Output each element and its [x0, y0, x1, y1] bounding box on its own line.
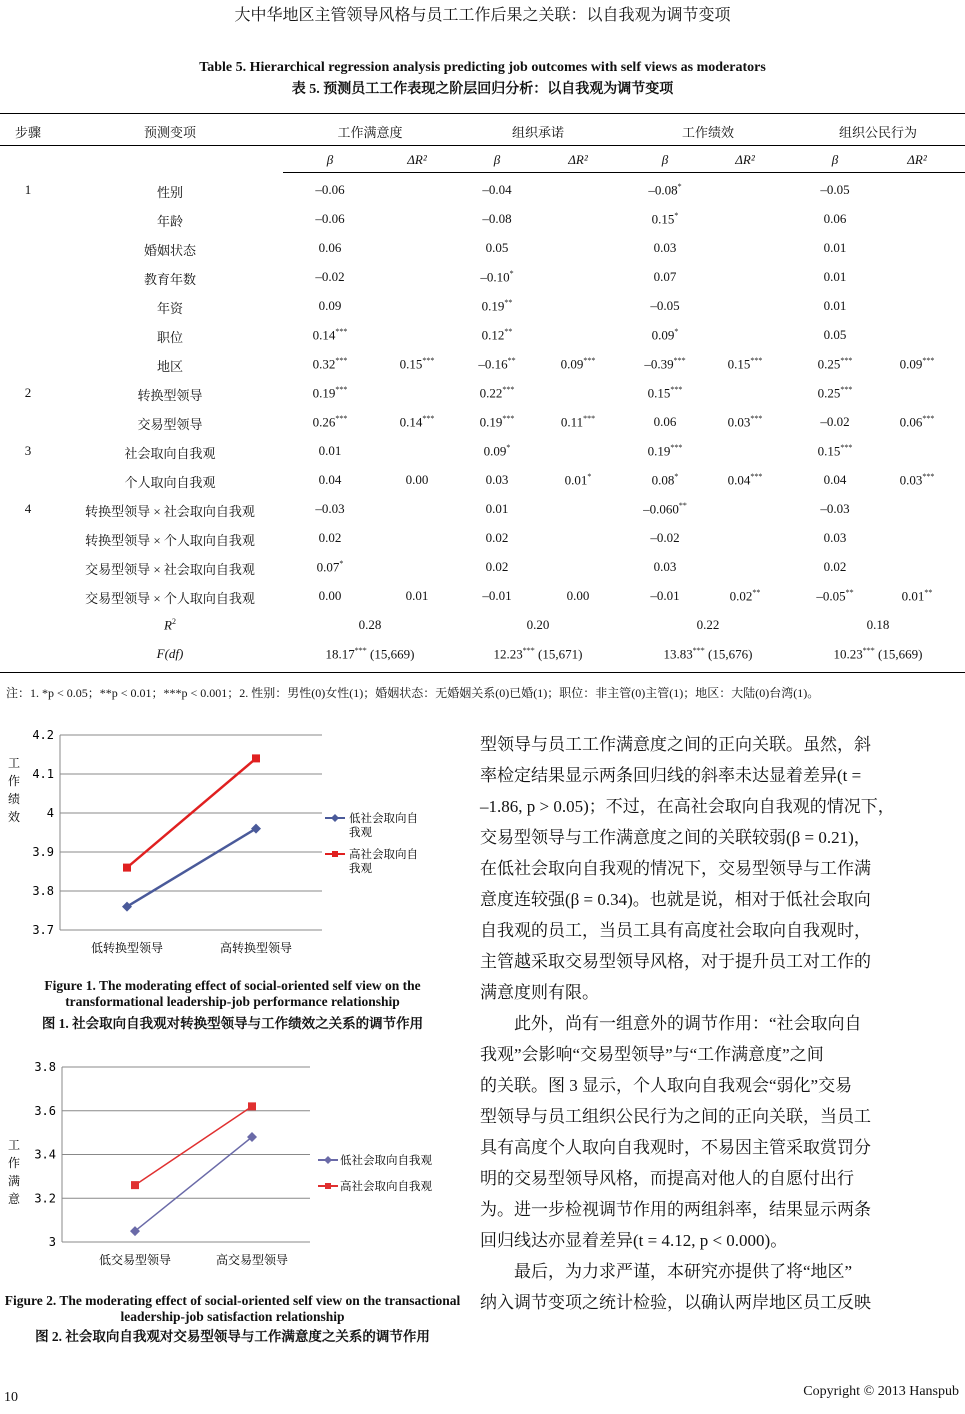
table-cell: 0.19**: [481, 298, 513, 314]
series-line: [127, 829, 256, 907]
body-line: 型领导与员工工作满意度之间的正向关联。虽然，斜: [480, 735, 871, 754]
table-cell: 0.01: [823, 240, 847, 255]
table-cell: –0.01: [650, 588, 680, 603]
step-number: 1: [24, 182, 32, 197]
table-cell: 0.01: [823, 298, 847, 313]
table-header: 组织公民行为: [838, 125, 918, 140]
table-bottom-rule: [0, 672, 965, 673]
table-cell: 0.09***: [560, 356, 596, 372]
table-cell: 0.00: [318, 588, 342, 603]
r2-value: 0.22: [696, 617, 720, 632]
table-note: 注：1. *p < 0.05；**p < 0.01；***p < 0.001；2. 性别：男性(0)女性(1)；婚姻状态：无婚姻关系(0)已婚(1)；职位：非主管(0)主管(1)；地区：大陆(0)台湾(1)。: [6, 686, 820, 700]
predictor-name: 年资: [156, 301, 184, 316]
table-cell: –0.08: [482, 211, 512, 226]
table-cell: 0.03: [823, 530, 847, 545]
table-cell: –0.02: [315, 269, 345, 284]
table-cell: 0.15***: [817, 443, 853, 459]
predictor-name: 地区: [156, 359, 184, 374]
predictor-name: 婚姻状态: [143, 243, 197, 258]
figure-1-chart: [0, 722, 470, 972]
body-line: 满意度则有限。: [480, 983, 599, 1002]
table-cell: –0.060**: [643, 501, 687, 517]
table-cell: –0.02: [820, 414, 850, 429]
table-subheader: β: [831, 152, 839, 167]
r2-label: $R^2$: [164, 617, 176, 633]
table-cell: 0.05: [485, 240, 509, 255]
table-cell: 0.15***: [727, 356, 763, 372]
figure-2-chart: [0, 1052, 470, 1287]
table-subheader: ΔR²: [907, 152, 927, 167]
table-cell: 0.03: [653, 559, 677, 574]
r2-value: 0.20: [526, 617, 550, 632]
table-cell: 0.15***: [399, 356, 435, 372]
y-tick-label: 3.6: [34, 1103, 56, 1118]
series-line: [135, 1137, 252, 1231]
predictor-name: 社会取向自我观: [124, 446, 216, 461]
table-cell: –0.05: [820, 182, 850, 197]
table-caption-en: Table 5. Hierarchical regression analysis predicting job outcomes with self views as moderators: [199, 60, 766, 75]
table-subheader: β: [661, 152, 669, 167]
figure-1-caption-zh: 图 1. 社会取向自我观对转换型领导与工作绩效之关系的调节作用: [41, 1016, 424, 1031]
body-line: 的关联。图 3 显示，个人取向自我观会“弱化”交易: [480, 1076, 853, 1095]
table-cell: 0.25***: [817, 385, 853, 401]
table-cell: 0.19***: [312, 385, 348, 401]
r2-value: 0.28: [358, 617, 382, 632]
body-line: 率检定结果显示两条回归线的斜率未达显着差异(t =: [480, 766, 862, 785]
page-number: 10: [4, 1390, 18, 1405]
y-tick-label: 3: [48, 1235, 56, 1249]
table-cell: 0.06: [318, 240, 342, 255]
table-cell: 0.01: [823, 269, 847, 284]
table-cell: 0.19***: [479, 414, 515, 430]
body-line: 自我观的员工，当员工具有高度社会取向自我观时，: [480, 921, 871, 940]
y-axis-label: 工: [7, 1138, 21, 1152]
table-cell: 0.04: [318, 472, 342, 487]
predictor-name: 转换型领导: [137, 388, 203, 403]
table-cell: 0.09***: [899, 356, 935, 372]
table-cell: –0.06: [315, 182, 345, 197]
table-cell: 0.08*: [651, 472, 679, 488]
table-sub-rule: [283, 172, 965, 173]
body-line: 型领导与员工组织公民行为之间的正向关联，当员工: [480, 1107, 871, 1126]
y-tick-label: 3.8: [32, 884, 54, 898]
table-header: 工作满意度: [337, 125, 403, 140]
y-tick-label: 3.9: [32, 845, 54, 859]
body-line: 意度连较强(β = 0.34)。也就是说，相对于低社会取向: [480, 890, 871, 909]
table-cell: –0.39***: [644, 356, 686, 372]
body-line: 主管越采取交易型领导风格，对于提升员工对工作的: [480, 952, 871, 971]
y-tick-label: 3.2: [34, 1191, 56, 1206]
table-cell: 0.04: [823, 472, 847, 487]
table-cell: –0.10*: [480, 269, 514, 285]
table-cell: –0.02: [650, 530, 680, 545]
body-line: –1.86, p > 0.05)；不过，在高社会取向自我观的情况下，: [480, 797, 895, 816]
table-subheader: β: [493, 152, 501, 167]
table-cell: 0.09*: [651, 327, 679, 343]
table-cell: 0.04***: [727, 472, 763, 488]
legend-label: 我观: [349, 861, 372, 875]
predictor-name: 年龄: [156, 214, 184, 229]
table-cell: 0.11***: [560, 414, 596, 430]
body-text: [480, 729, 895, 1318]
f-value: 10.23*** (15,669): [833, 646, 923, 662]
body-line: 交易型领导与工作满意度之间的关联较弱(β = 0.21)，: [480, 828, 871, 847]
y-axis-label: 意: [7, 1192, 21, 1206]
step-number: 3: [24, 443, 32, 458]
legend-label: 低社会取向自我观: [340, 1153, 432, 1167]
legend-label: 我观: [349, 825, 372, 839]
y-tick-label: 3.8: [34, 1060, 56, 1074]
predictor-name: 个人取向自我观: [124, 475, 216, 490]
table-cell: 0.01*: [564, 472, 592, 488]
table-cell: 0.01**: [901, 588, 933, 604]
f-value: 12.23*** (15,671): [493, 646, 583, 662]
body-line: 最后，为力求严谨，本研究亦提供了将“地区”: [480, 1262, 853, 1281]
predictor-name: 教育年数: [143, 272, 197, 287]
table-caption-zh: 表 5. 预测员工工作表现之阶层回归分析：以自我观为调节变项: [291, 82, 674, 97]
table-cell: –0.05**: [816, 588, 854, 604]
y-axis-label: 满: [7, 1174, 21, 1188]
table-subheader: ΔR²: [735, 152, 755, 167]
running-header: 大中华地区主管领导风格与员工工作后果之关联：以自我观为调节变项: [234, 7, 731, 24]
legend-label: 高社会取向自我观: [340, 1179, 432, 1193]
table-cell: 0.15***: [647, 385, 683, 401]
table-subheader: ΔR²: [407, 152, 427, 167]
table-cell: 0.03***: [899, 472, 935, 488]
figure-2-caption-en: Figure 2. The moderating effect of social-oriented self view on the transactional leadership-job satisfaction relationship: [4, 1293, 461, 1324]
y-tick-label: 4.1: [32, 767, 54, 781]
legend-label: 高社会取向自: [349, 847, 418, 861]
table-cell: 0.02: [823, 559, 847, 574]
table-cell: –0.03: [315, 501, 345, 516]
step-number: 4: [24, 501, 32, 516]
data-point: [123, 864, 131, 872]
table-top-rule: [0, 113, 965, 114]
table-header: 步骤: [14, 125, 42, 140]
data-point: [131, 1181, 139, 1189]
x-tick-label: 高转换型领导: [219, 941, 293, 955]
table-cell: 0.03***: [727, 414, 763, 430]
body-line: 此外，尚有一组意外的调节作用：“社会取向自: [480, 1014, 862, 1033]
table-cell: 0.14***: [312, 327, 348, 343]
table-cell: –0.01: [482, 588, 512, 603]
table-cell: 0.06: [653, 414, 677, 429]
f-value: 18.17*** (15,669): [325, 646, 415, 662]
table-cell: 0.02**: [729, 588, 761, 604]
table-header: 组织承诺: [511, 125, 565, 140]
table-cell: –0.03: [820, 501, 850, 516]
table-cell: 0.02: [485, 530, 509, 545]
body-line: 明的交易型领导风格，而提高对他人的自愿付出行: [480, 1169, 854, 1188]
legend-marker: [332, 851, 338, 857]
table-cell: 0.01: [318, 443, 342, 458]
legend-marker: [325, 1183, 331, 1189]
body-line: 具有高度个人取向自我观时，不易因主管采取赏罚分: [480, 1138, 871, 1157]
body-line: 我观”会影响“交易型领导”与“工作满意度”之间: [480, 1045, 824, 1064]
table-cell: 0.25***: [817, 356, 853, 372]
table-cell: 0.07*: [316, 559, 344, 575]
y-tick-label: 4.2: [32, 728, 54, 742]
x-tick-label: 低交易型领导: [98, 1253, 172, 1267]
table-cell: 0.03: [485, 472, 509, 487]
table-subheader: ΔR²: [568, 152, 588, 167]
predictor-name: 交易型领导 × 社会取向自我观: [85, 562, 255, 577]
table-cell: 0.14***: [399, 414, 435, 430]
x-tick-label: 高交易型领导: [215, 1253, 289, 1267]
y-axis-label: 作: [7, 774, 21, 788]
table-cell: 0.00: [405, 472, 429, 487]
table-header: 工作绩效: [681, 125, 735, 140]
table-cell: 0.06: [823, 211, 847, 226]
table-cell: 0.06***: [899, 414, 935, 430]
table-cell: 0.09*: [483, 443, 511, 459]
table-cell: –0.05: [650, 298, 680, 313]
body-line: 纳入调节变项之统计检验，以确认两岸地区员工反映: [480, 1293, 871, 1312]
predictor-name: 交易型领导: [137, 417, 203, 432]
table-header-rule: [0, 145, 965, 146]
table-cell: –0.08*: [648, 182, 682, 198]
table-cell: –0.04: [482, 182, 512, 197]
table-cell: 0.02: [485, 559, 509, 574]
x-tick-label: 低转换型领导: [90, 941, 164, 955]
table-cell: 0.12**: [481, 327, 513, 343]
table-cell: 0.09: [318, 298, 342, 313]
table-cell: 0.01: [405, 588, 429, 603]
predictor-name: 转换型领导 × 个人取向自我观: [85, 533, 255, 548]
y-tick-label: 3.7: [32, 923, 54, 937]
legend-label: 低社会取向自: [349, 811, 418, 825]
table-cell: 0.22***: [479, 385, 515, 401]
table-cell: 0.15*: [651, 211, 679, 227]
legend-marker: [331, 814, 339, 822]
table-header: 预测变项: [143, 125, 197, 140]
data-point: [252, 754, 260, 762]
table-cell: 0.02: [318, 530, 342, 545]
table-cell: 0.32***: [312, 356, 348, 372]
r2-value: 0.18: [866, 617, 890, 632]
f-value: 13.83*** (15,676): [663, 646, 753, 662]
body-line: 在低社会取向自我观的情况下，交易型领导与工作满: [480, 859, 871, 878]
copyright: Copyright © 2013 Hanspub: [803, 1384, 959, 1399]
table-cell: 0.19***: [647, 443, 683, 459]
figure-2-caption-zh: 图 2. 社会取向自我观对交易型领导与工作满意度之关系的调节作用: [35, 1329, 430, 1344]
figure-1-caption-en: Figure 1. The moderating effect of social-oriented self view on the transformational leadership-job performance relationship: [44, 978, 421, 1009]
predictor-name: 职位: [156, 330, 184, 345]
body-line: 为。进一步检视调节作用的两组斜率，结果显示两条: [480, 1200, 871, 1219]
body-line: 回归线达亦显着差异(t = 4.12, p < 0.000)。: [480, 1231, 788, 1250]
y-axis-label: 作: [7, 1156, 21, 1170]
step-number: 2: [24, 385, 32, 400]
series-line: [135, 1106, 252, 1185]
table-cell: 0.00: [566, 588, 590, 603]
predictor-name: 交易型领导 × 个人取向自我观: [85, 591, 255, 606]
f-label: F(df): [156, 646, 184, 661]
y-tick-label: 4: [46, 806, 54, 820]
y-axis-label: 绩: [7, 792, 21, 806]
table-cell: 0.03: [653, 240, 677, 255]
predictor-name: 转换型领导 × 社会取向自我观: [85, 504, 255, 519]
table-cell: 0.07: [653, 269, 677, 284]
table-cell: –0.06: [315, 211, 345, 226]
predictor-name: 性别: [156, 185, 184, 200]
table-cell: 0.05: [823, 327, 847, 342]
table-cell: –0.16**: [478, 356, 516, 372]
y-axis-label: 工: [7, 756, 21, 770]
legend-marker: [324, 1156, 332, 1164]
y-axis-label: 效: [7, 810, 21, 824]
table-cell: 0.26***: [312, 414, 348, 430]
y-tick-label: 3.4: [34, 1147, 56, 1162]
table-cell: 0.01: [485, 501, 509, 516]
table-subheader: β: [326, 152, 334, 167]
data-point: [248, 1102, 256, 1110]
